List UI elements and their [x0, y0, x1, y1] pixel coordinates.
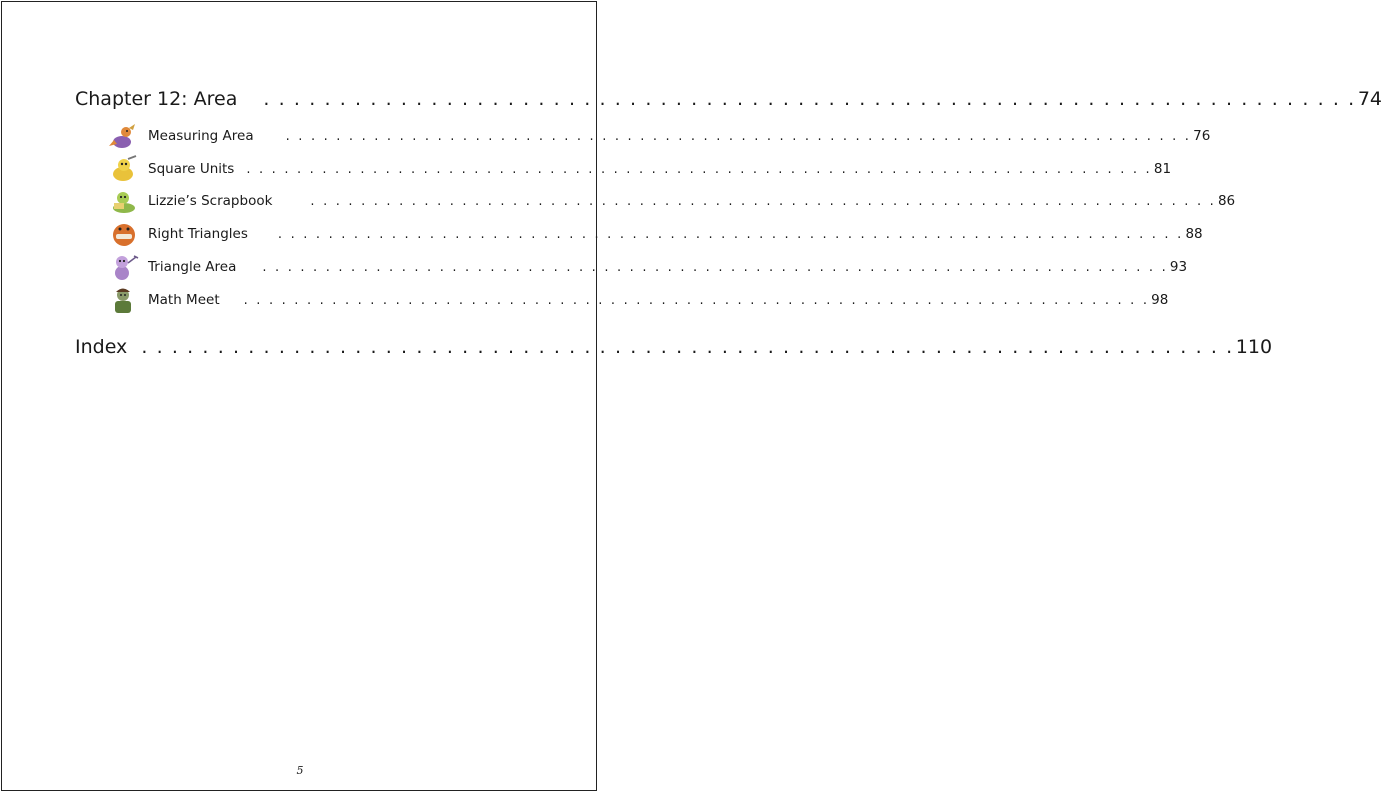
toc-section-entry[interactable] — [108, 121, 1211, 151]
toc-index-entry[interactable] — [75, 336, 1273, 358]
page-number: 5 — [296, 764, 304, 777]
section-title: Math Meet — [148, 292, 220, 308]
dot-leader: . . . . . . . . . . . . . . . . . . . . . . . . . . . . . . . . . . . . . . . . . . . . . . . . . . . . . . . . . . . . . . . . . . . . . . . . — [262, 259, 1168, 275]
section-title: Lizzie’s Scrapbook — [148, 193, 273, 209]
dot-leader: . . . . . . . . . . . . . . . . . . . . . . . . . . . . . . . . . . . . . . . . . . . . . . . . . . . . . . . . . . . . . . . . . . . . . . . . — [263, 88, 1356, 110]
page-frame — [1, 1, 597, 791]
section-page-number: 88 — [1185, 226, 1203, 242]
dot-leader: . . . . . . . . . . . . . . . . . . . . . . . . . . . . . . . . . . . . . . . . . . . . . . . . . . . . . . . . . . . . . . . . . . . . . . . . — [285, 128, 1192, 144]
dot-leader: . . . . . . . . . . . . . . . . . . . . . . . . . . . . . . . . . . . . . . . . . . . . . . . . . . . . . . . . . . . . . . . . . . . . . . . . — [141, 336, 1234, 358]
section-page-number: 93 — [1169, 259, 1188, 275]
dragon-character-icon — [108, 122, 140, 150]
toc-section-entry[interactable] — [108, 219, 1203, 249]
toc-section-entry[interactable] — [108, 186, 1236, 216]
toc-section-entry[interactable] — [108, 252, 1188, 282]
section-title: Square Units — [148, 161, 235, 177]
lizzie-character-icon — [108, 187, 140, 215]
chapter-page-number: 74 — [1357, 88, 1382, 110]
section-page-number: 81 — [1153, 161, 1172, 177]
dot-leader: . . . . . . . . . . . . . . . . . . . . . . . . . . . . . . . . . . . . . . . . . . . . . . . . . . . . . . . . . . . . . . . . . . . . . . . . — [310, 193, 1216, 209]
toc-section-entry[interactable] — [108, 285, 1169, 315]
dot-leader: . . . . . . . . . . . . . . . . . . . . . . . . . . . . . . . . . . . . . . . . . . . . . . . . . . . . . . . . . . . . . . . . . . . . . . . . — [277, 226, 1184, 242]
grogg-character-icon — [108, 155, 140, 183]
index-page-number: 110 — [1235, 336, 1273, 358]
section-page-number: 76 — [1193, 128, 1211, 144]
toc-chapter-entry[interactable] — [75, 88, 1382, 110]
index-title: Index — [75, 336, 128, 358]
section-page-number: 86 — [1217, 193, 1236, 209]
round-monster-icon — [108, 220, 140, 248]
section-page-number: 98 — [1151, 292, 1169, 308]
section-title: Right Triangles — [148, 226, 248, 242]
section-title: Measuring Area — [148, 128, 254, 144]
dot-leader: . . . . . . . . . . . . . . . . . . . . . . . . . . . . . . . . . . . . . . . . . . . . . . . . . . . . . . . . . . . . . . . . . . . . . . . . — [246, 161, 1152, 177]
ms-q-character-icon — [108, 286, 140, 314]
toc-section-entry[interactable] — [108, 154, 1172, 184]
chapter-title: Chapter 12: Area — [75, 88, 238, 110]
section-title: Triangle Area — [148, 259, 237, 275]
alex-character-icon — [108, 253, 140, 281]
dot-leader: . . . . . . . . . . . . . . . . . . . . . . . . . . . . . . . . . . . . . . . . . . . . . . . . . . . . . . . . . . . . . . . . . . . . . . . . — [243, 292, 1150, 308]
